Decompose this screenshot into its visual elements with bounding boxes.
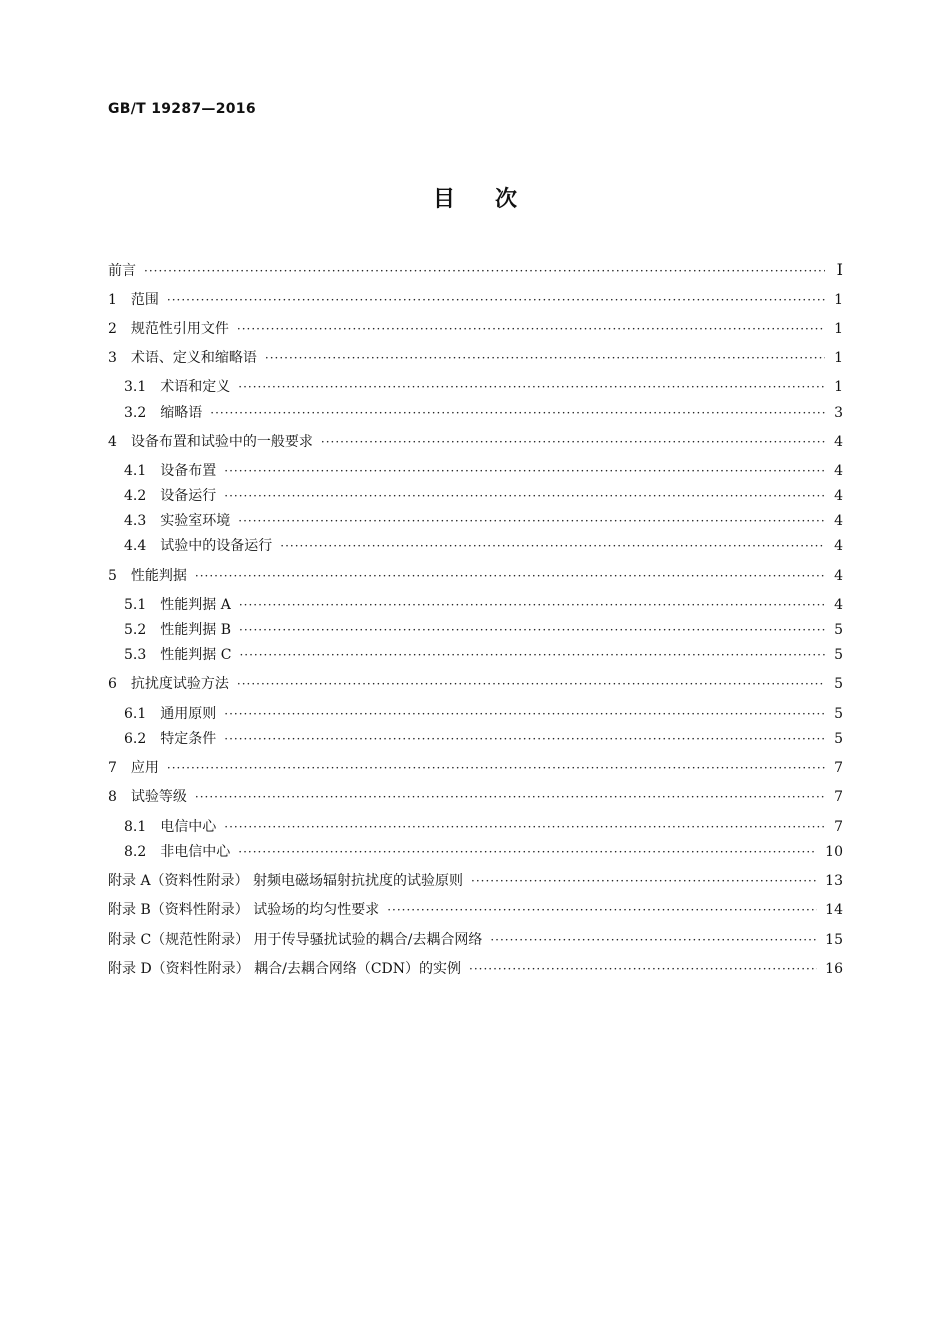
dot-leader <box>144 259 825 283</box>
toc-entry[interactable] <box>108 672 843 696</box>
toc-entry[interactable] <box>108 317 843 341</box>
dot-leader <box>471 869 817 893</box>
toc-entry-label: 附录 C（规范性附录） 用于传导骚扰试验的耦合/去耦合网络 <box>108 932 483 948</box>
toc-entry-page: 4 <box>834 434 843 450</box>
page-title: 目次 <box>432 187 557 212</box>
toc-entry-page: 13 <box>825 873 843 889</box>
toc-entry-number: 4.3 <box>124 513 147 529</box>
dot-leader <box>224 727 825 751</box>
toc-entry-page: 5 <box>834 731 843 747</box>
toc-entry-page: 1 <box>834 321 843 337</box>
toc-entry-label: 性能判据 <box>130 568 187 584</box>
dot-leader <box>238 840 817 864</box>
dot-leader <box>238 375 825 399</box>
toc-entry[interactable] <box>124 375 843 399</box>
toc-entry-label: 附录 A（资料性附录） 射频电磁场辐射抗扰度的试验原则 <box>108 873 464 889</box>
toc-entry-page: 7 <box>834 789 843 805</box>
toc-entry-number: 5.1 <box>124 597 147 613</box>
toc-entry-page: 16 <box>825 961 843 977</box>
toc-entry-number: 6.1 <box>124 706 147 722</box>
toc-entry[interactable] <box>124 727 843 751</box>
toc-entry-label: 特定条件 <box>160 731 217 747</box>
dot-leader <box>167 288 825 312</box>
dot-leader <box>224 484 825 508</box>
toc-entry-page: 7 <box>834 760 843 776</box>
toc-entry[interactable] <box>108 756 843 780</box>
dot-leader <box>387 898 817 922</box>
dot-leader <box>280 534 825 558</box>
dot-leader <box>224 815 825 839</box>
toc-entry[interactable] <box>124 484 843 508</box>
dot-leader <box>167 756 825 780</box>
toc-entry-number: 8 <box>108 789 117 805</box>
toc-entry-number: 2 <box>108 321 117 337</box>
toc-entry-label: 抗扰度试验方法 <box>130 676 229 692</box>
toc-entry-page: 4 <box>834 538 843 554</box>
dot-leader <box>195 785 825 809</box>
toc-entry[interactable] <box>108 288 843 312</box>
toc-entry-page: 1 <box>834 292 843 308</box>
toc-entry-label: 通用原则 <box>160 706 217 722</box>
toc-entry-number: 8.1 <box>124 819 147 835</box>
toc-entry-page: 15 <box>825 932 843 948</box>
toc-entry-label: 试验中的设备运行 <box>160 538 273 554</box>
toc-entry[interactable] <box>108 258 843 282</box>
toc-entry-label: 性能判据 C <box>160 647 232 663</box>
toc-entry-label: 规范性引用文件 <box>130 321 229 337</box>
toc-entry-page: 14 <box>825 902 843 918</box>
toc-entry[interactable] <box>108 785 843 809</box>
toc-entry-number: 5 <box>108 568 117 584</box>
toc-entry-number: 1 <box>108 292 117 308</box>
dot-leader <box>239 618 825 642</box>
toc-entry-label: 附录 B（资料性附录） 试验场的均匀性要求 <box>108 902 380 918</box>
dot-leader <box>265 346 825 370</box>
toc-entry[interactable] <box>124 643 843 667</box>
toc-entry[interactable] <box>124 509 843 533</box>
toc-entry[interactable] <box>124 401 843 425</box>
toc-entry-label: 附录 D（资料性附录） 耦合/去耦合网络（CDN）的实例 <box>108 961 462 977</box>
toc-entry-number: 3 <box>108 350 117 366</box>
toc-entry-label: 性能判据 A <box>160 597 231 613</box>
toc-entry-number: 4.1 <box>124 463 147 479</box>
toc-entry-page: 5 <box>834 647 843 663</box>
toc-entry-number: 4.4 <box>124 538 147 554</box>
toc-entry[interactable] <box>108 564 843 588</box>
dot-leader <box>321 430 825 454</box>
toc-entry-label: 性能判据 B <box>160 622 232 638</box>
toc-entry-page: 5 <box>834 622 843 638</box>
toc-entry-page: 5 <box>834 706 843 722</box>
toc-entry[interactable] <box>108 869 843 893</box>
toc-entry-page: 4 <box>834 463 843 479</box>
dot-leader <box>239 643 825 667</box>
dot-leader <box>469 957 817 981</box>
toc-entry-page: 1 <box>834 379 843 395</box>
toc-entry[interactable] <box>108 430 843 454</box>
toc-entry-label: 实验室环境 <box>160 513 231 529</box>
toc-entry-page: 4 <box>834 513 843 529</box>
dot-leader <box>195 564 825 588</box>
toc-entry[interactable] <box>124 815 843 839</box>
toc-entry-page: 5 <box>834 676 843 692</box>
dot-leader <box>237 317 825 341</box>
toc-entry-label: 应用 <box>130 760 159 776</box>
dot-leader <box>224 459 825 483</box>
toc-entry-page: 1 <box>834 350 843 366</box>
toc-entry-page: 7 <box>834 819 843 835</box>
toc-entry-number: 6.2 <box>124 731 147 747</box>
toc-entry-label: 范围 <box>130 292 159 308</box>
toc-entry-label: 设备布置和试验中的一般要求 <box>130 434 313 450</box>
dot-leader <box>224 702 825 726</box>
toc-entry-number: 3.1 <box>124 379 147 395</box>
toc-entry-number: 4 <box>108 434 117 450</box>
toc-entry-page: Ⅰ <box>836 260 843 279</box>
dot-leader <box>490 928 817 952</box>
toc-entry[interactable] <box>124 534 843 558</box>
dot-leader <box>238 509 825 533</box>
toc-entry-page: 3 <box>834 405 843 421</box>
toc-entry-label: 术语、定义和缩略语 <box>130 350 257 366</box>
toc-entry[interactable] <box>124 593 843 617</box>
toc-entry-number: 5.3 <box>124 647 147 663</box>
toc-entry-number: 4.2 <box>124 488 147 504</box>
toc-entry-number: 8.2 <box>124 844 147 860</box>
toc-entry-label: 试验等级 <box>130 789 187 805</box>
toc-entry-page: 4 <box>834 597 843 613</box>
toc-entry-label: 术语和定义 <box>160 379 231 395</box>
toc-entry-label: 前言 <box>108 263 136 279</box>
toc-entry-label: 非电信中心 <box>160 844 231 860</box>
dot-leader <box>237 672 825 696</box>
toc-entry-number: 3.2 <box>124 405 147 421</box>
toc-entry-number: 6 <box>108 676 117 692</box>
toc-entry-number: 5.2 <box>124 622 147 638</box>
toc-entry[interactable] <box>124 618 843 642</box>
toc-entry[interactable] <box>108 898 843 922</box>
toc-entry-label: 设备布置 <box>160 463 217 479</box>
toc-entry-page: 10 <box>825 844 843 860</box>
toc-entry-label: 电信中心 <box>160 819 217 835</box>
dot-leader <box>210 401 825 425</box>
toc-entry-label: 设备运行 <box>160 488 217 504</box>
toc-entry-page: 4 <box>834 568 843 584</box>
toc-entry[interactable] <box>108 928 843 952</box>
toc-entry-label: 缩略语 <box>160 405 203 421</box>
toc-entry[interactable] <box>124 702 843 726</box>
toc-entry[interactable] <box>108 346 843 370</box>
toc-entry[interactable] <box>124 459 843 483</box>
toc-entry[interactable] <box>108 957 843 981</box>
toc-entry-page: 4 <box>834 488 843 504</box>
document-code: GB/T 19287—2016 <box>108 101 256 117</box>
toc-entry-number: 7 <box>108 760 117 776</box>
dot-leader <box>239 593 825 617</box>
toc-entry[interactable] <box>124 840 843 864</box>
